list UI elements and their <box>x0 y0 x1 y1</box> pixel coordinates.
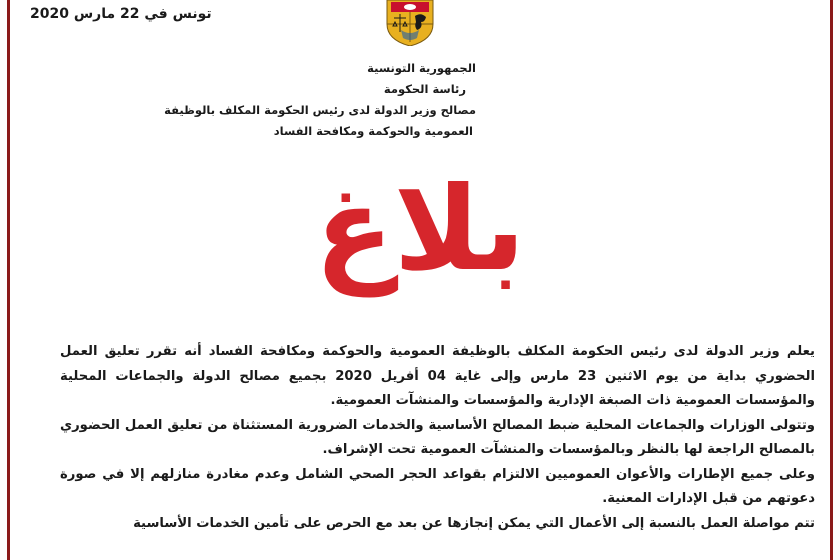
document-title: بلاغ <box>314 162 526 297</box>
header-department-line1: مصالح وزير الدولة لدى رئيس الحكومة المكلف بالوظيفة <box>164 103 476 117</box>
issuer-header <box>164 58 476 142</box>
header-office: رئاسة الحكومة <box>383 82 466 96</box>
tunisia-coat-of-arms-icon <box>381 0 439 46</box>
body-paragraph: وتتولى الوزارات والجماعات المحلية ضبط المصالح الأساسية والخدمات الضرورية المستثناة من تعليق العمل الحضوري بالمصالح الراجعة لها بالنظر وبالمؤسسات والمنشآت العمومية تحت الإشراف. <box>60 417 815 457</box>
body-paragraph: وعلى جميع الإطارات والأعوان العموميين الالتزام بقواعد الحجر الصحي الشامل وعدم مغادرة منازلهم إلا في صورة دعوتهم من قبل الإدارات المعنية. <box>60 466 815 506</box>
right-border <box>830 0 833 560</box>
body-paragraph: يعلم وزير الدولة لدى رئيس الحكومة المكلف بالوظيفة العمومية والحوكمة ومكافحة الفساد أنه تقرر تعليق العمل الحضوري بداية من يوم الاثنين 23 مارس وإلى غاية 04 أفريل 2020 بجميع مصالح الدولة والجماعات المحلية والمؤسسات العمومية ذات الصبغة الإدارية والمؤسسات والمنشآت العمومية. <box>60 344 815 408</box>
body-paragraph: تتم مواصلة العمل بالنسبة إلى الأعمال التي يمكن إنجازها عن بعد مع الحرص على تأمين الخدمات الأساسية <box>133 515 815 531</box>
document-date: تونس في 22 مارس 2020 <box>30 6 212 22</box>
left-border <box>7 0 10 560</box>
header-department-line2: العمومية والحوكمة ومكافحة الفساد <box>273 124 473 138</box>
announcement-body <box>60 340 815 536</box>
header-country: الجمهورية التونسية <box>367 61 476 75</box>
